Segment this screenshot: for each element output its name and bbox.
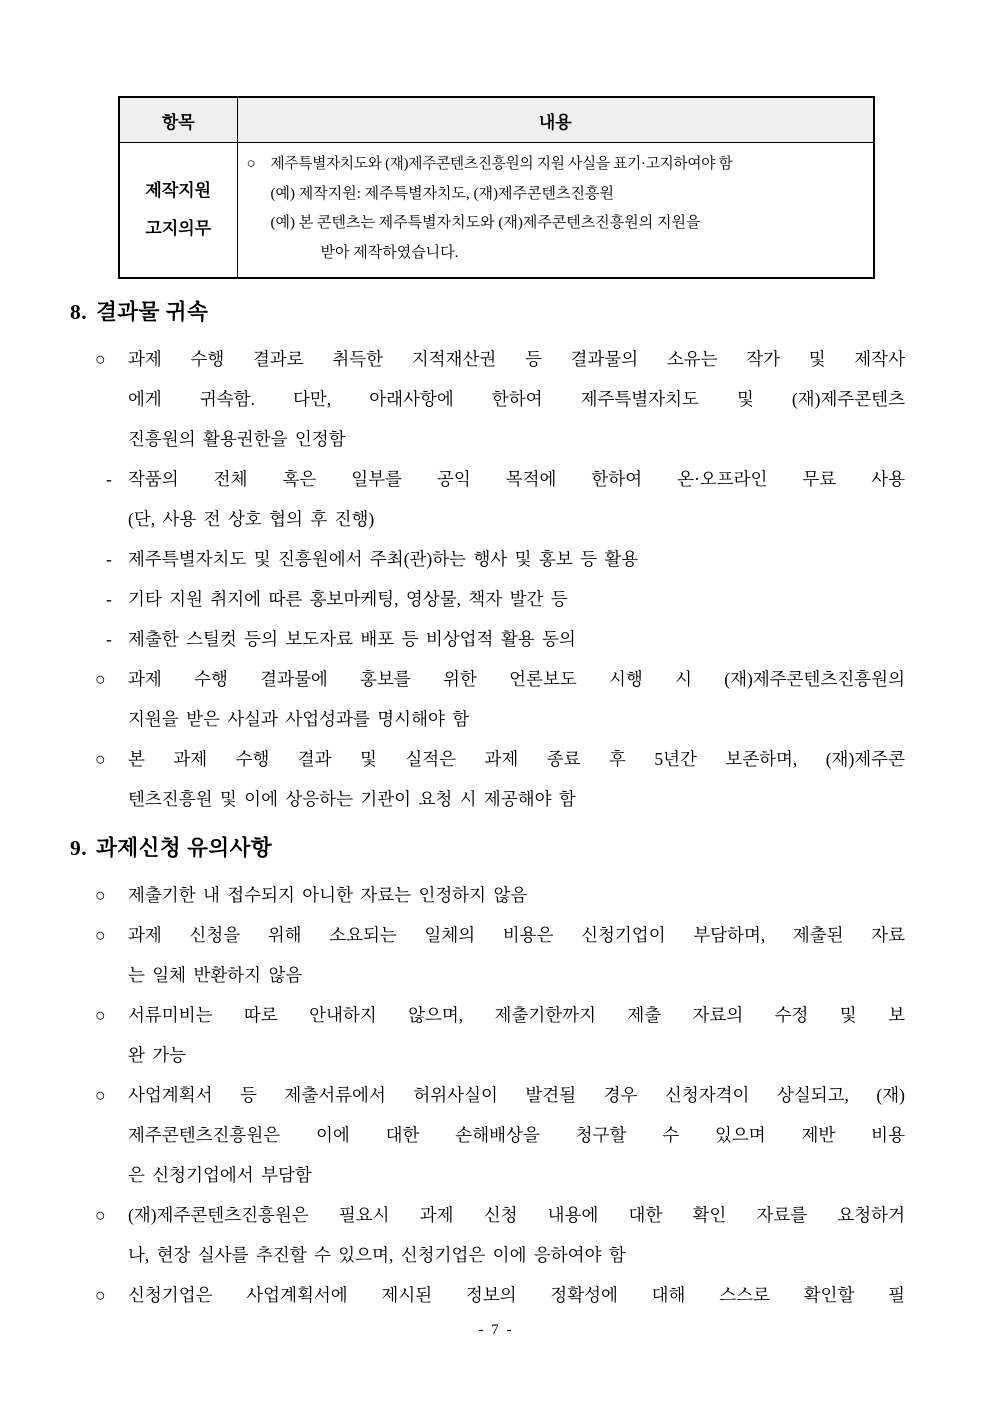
- text-line: 텐츠진흥원 및 이에 상응하는 기관이 요청 시 제공해야 함: [128, 789, 576, 809]
- section-title: 결과물 귀속: [96, 300, 209, 324]
- circle-bullet: ○: [95, 885, 106, 905]
- row-content-cell: [237, 143, 874, 279]
- support-notice-table: [118, 96, 875, 279]
- list-item: [95, 995, 905, 1075]
- circle-bullet: ○: [246, 156, 256, 172]
- text-line: 제출한 스틸컷 등의 보도자료 배포 등 비상업적 활용 동의: [128, 629, 576, 649]
- text-line: 사업계획서 등 제출서류에서 허위사실이 발견될 경우 신청자격이 상실되고, (재): [128, 1085, 905, 1105]
- section-number: 9.: [70, 836, 88, 860]
- dash-bullet: -: [106, 629, 112, 649]
- list-item: [95, 1275, 905, 1315]
- text-line: 에게 귀속함. 다만, 아래사항에 한하여 제주특별자치도 및 (재)제주콘텐츠: [128, 389, 905, 409]
- text-line: 과제 수행 결과로 취득한 지적재산권 등 결과물의 소유는 작가 및 제작사: [128, 349, 905, 369]
- section-8-list: [95, 339, 905, 819]
- circle-bullet: ○: [95, 349, 106, 369]
- page-number: - 7 -: [478, 1322, 514, 1338]
- row-label-line: 제작지원: [145, 181, 212, 200]
- list-item: [95, 915, 905, 995]
- section-number: 8.: [70, 300, 88, 324]
- list-item: [95, 539, 905, 579]
- list-item: [95, 579, 905, 619]
- text-line: (재)제주콘텐츠진흥원은 필요시 과제 신청 내용에 대한 확인 자료를 요청하거: [128, 1205, 905, 1225]
- text-line: 신청기업은 사업계획서에 제시된 정보의 정확성에 대해 스스로 확인할 필: [128, 1285, 905, 1305]
- table-row: [119, 143, 874, 279]
- text-line: 제주특별자치도 및 진흥원에서 주최(관)하는 행사 및 홍보 등 활용: [128, 549, 639, 569]
- circle-bullet: ○: [95, 669, 106, 689]
- list-item: [95, 619, 905, 659]
- text-line: 지원을 받은 사실과 사업성과를 명시해야 함: [128, 709, 470, 729]
- list-item: [95, 339, 905, 459]
- list-item: [95, 1195, 905, 1275]
- section-title: 과제신청 유의사항: [96, 836, 273, 860]
- text-line: 나, 현장 실사를 추진할 수 있으며, 신청기업은 이에 응하여야 함: [128, 1245, 626, 1265]
- list-item: [95, 1075, 905, 1195]
- row-label-cell: [119, 143, 237, 279]
- text-line: 기타 지원 취지에 따른 홍보마케팅, 영상물, 책자 발간 등: [128, 589, 568, 609]
- text-line: 본 과제 수행 결과 및 실적은 과제 종료 후 5년간 보존하며, (재)제주콘: [128, 749, 905, 769]
- column-header-content: 내용: [237, 97, 874, 143]
- table-header-row: [119, 97, 874, 143]
- circle-bullet: ○: [95, 1085, 106, 1105]
- circle-bullet: ○: [95, 1285, 106, 1305]
- text-line: 과제 신청을 위해 소요되는 일체의 비용은 신청기업이 부담하며, 제출된 자료: [128, 925, 905, 945]
- list-item: [95, 875, 905, 915]
- section-9-list: [95, 875, 905, 1315]
- text-line: 진흥원의 활용권한을 인정함: [128, 429, 346, 449]
- text-line: (단, 사용 전 상호 협의 후 진행): [128, 509, 375, 529]
- circle-bullet: ○: [95, 925, 106, 945]
- circle-bullet: ○: [95, 1005, 106, 1025]
- text-line: (예) 제작지원: 제주특별자치도, (재)제주콘텐츠진흥원: [270, 185, 614, 202]
- text-line: 서류미비는 따로 안내하지 않으며, 제출기한까지 제출 자료의 수정 및 보: [128, 1005, 905, 1025]
- row-label-line: 고지의무: [145, 219, 212, 238]
- circle-bullet: ○: [95, 749, 106, 769]
- text-line: ○ 제주특별자치도와 (재)제주콘텐츠진흥원의 지원 사실을 표기·고지하여야 함: [247, 150, 866, 180]
- dash-bullet: -: [106, 469, 112, 489]
- text-line: 은 신청기업에서 부담함: [128, 1165, 312, 1185]
- section-9-heading: [70, 833, 992, 863]
- dash-bullet: -: [106, 549, 112, 569]
- list-item: [95, 459, 905, 539]
- dash-bullet: -: [106, 589, 112, 609]
- text-line: 과제 수행 결과물에 홍보를 위한 언론보도 시행 시 (재)제주콘텐츠진흥원의: [128, 669, 905, 689]
- text-line: 제출기한 내 접수되지 아니한 자료는 인정하지 않음: [128, 885, 528, 905]
- text-line: (예) 본 콘텐츠는 제주특별자치도와 (재)제주콘텐츠진흥원의 지원을: [270, 215, 701, 231]
- section-8-heading: [70, 297, 992, 327]
- list-item: [95, 659, 905, 739]
- text-line: 는 일체 반환하지 않음: [128, 965, 303, 985]
- circle-bullet: ○: [95, 1205, 106, 1225]
- list-item: [95, 739, 905, 819]
- column-header-item: 항목: [119, 97, 237, 143]
- text-line: 완 가능: [128, 1045, 187, 1065]
- text-line: 작품의 전체 혹은 일부를 공익 목적에 한하여 온·오프라인 무료 사용: [128, 469, 905, 489]
- text-line: 제주콘텐츠진흥원은 이에 대한 손해배상을 청구할 수 있으며 제반 비용: [128, 1125, 905, 1145]
- text-line: 받아 제작하였습니다.: [320, 244, 459, 261]
